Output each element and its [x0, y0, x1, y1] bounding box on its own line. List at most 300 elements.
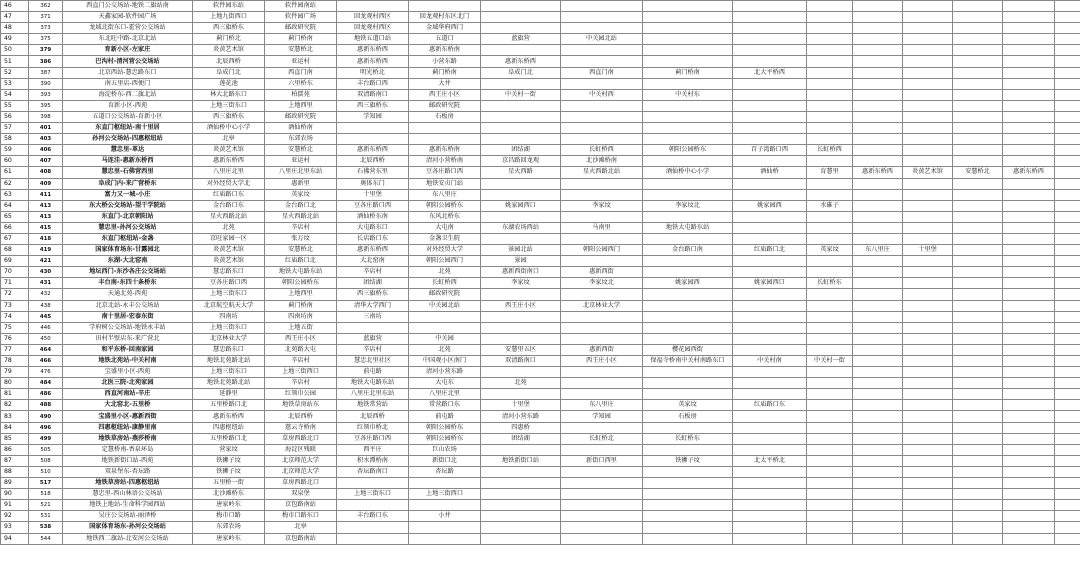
stop-cell — [903, 478, 953, 489]
route-id-cell: 486 — [29, 389, 63, 400]
stop-cell — [903, 123, 953, 134]
stop-cell — [733, 522, 807, 533]
stop-cell — [733, 56, 807, 67]
stop-cell: 辛店村 — [265, 222, 337, 233]
stop-cell: 姚家园西 — [733, 200, 807, 211]
stop-cell: 安慧桥北 — [265, 245, 337, 256]
stop-cell: 安慧里五区 — [481, 344, 561, 355]
stop-cell: 邮政研究院 — [265, 111, 337, 122]
row-number-cell: 64 — [1, 200, 29, 211]
row-number-cell: 93 — [1, 522, 29, 533]
route-name-cell: 地铁上地站-生命科学园西站 — [63, 500, 193, 511]
stop-cell: 四惠枢纽站 — [193, 422, 265, 433]
stop-cell — [409, 533, 481, 544]
stop-cell: 唐家岭东 — [193, 500, 265, 511]
route-name-cell: 慧忠里-革达 — [63, 145, 193, 156]
route-name-cell: 吴庄公交场站-丽泽桥 — [63, 511, 193, 522]
stop-cell: 豆各庄路口西 — [337, 433, 409, 444]
stop-cell: 丰台路口西 — [337, 78, 409, 89]
stop-cell — [807, 123, 853, 134]
route-name-cell: 宝盛里小区-惠新西街 — [63, 411, 193, 422]
stop-cell — [853, 367, 903, 378]
stop-cell: 十里堡 — [481, 400, 561, 411]
route-id-cell: 544 — [29, 533, 63, 544]
stop-cell: 李家坟北 — [643, 200, 733, 211]
route-id-cell: 505 — [29, 444, 63, 455]
stop-cell: 邮政研究院 — [409, 100, 481, 111]
stop-cell: 石佛营东里 — [337, 167, 409, 178]
route-id-cell: 490 — [29, 411, 63, 422]
stop-cell — [853, 389, 903, 400]
stop-cell: 地铁安贞门站 — [409, 178, 481, 189]
stop-cell: 上地三街西口 — [409, 489, 481, 500]
stop-cell — [853, 256, 903, 267]
stop-cell — [409, 322, 481, 333]
route-id-cell: 408 — [29, 167, 63, 178]
table-row — [1, 411, 1080, 422]
stop-cell — [903, 489, 953, 500]
row-number-cell: 72 — [1, 289, 29, 300]
stop-cell — [853, 123, 903, 134]
stop-cell — [1055, 489, 1080, 500]
route-name-cell: 五道口公交场站-育新小区 — [63, 111, 193, 122]
table-row — [1, 533, 1080, 544]
stop-cell — [1055, 145, 1080, 156]
row-number-cell: 79 — [1, 367, 29, 378]
stop-cell: 清河小营东路 — [409, 367, 481, 378]
stop-cell — [481, 478, 561, 489]
stop-cell: 地铁大屯路东站 — [643, 222, 733, 233]
stop-cell — [903, 278, 953, 289]
stop-cell — [853, 466, 903, 477]
table-row — [1, 178, 1080, 189]
route-name-cell: 巴沟村-清河营公交场站 — [63, 56, 193, 67]
route-id-cell: 496 — [29, 422, 63, 433]
stop-cell — [733, 211, 807, 222]
stop-cell: 惠新西街 — [561, 267, 643, 278]
stop-cell: 地铁新街口站 — [481, 455, 561, 466]
stop-cell: 英家坟 — [643, 400, 733, 411]
stop-cell — [807, 189, 853, 200]
table-row — [1, 256, 1080, 267]
stop-cell — [561, 111, 643, 122]
stop-cell — [481, 178, 561, 189]
stop-cell — [1003, 222, 1055, 233]
route-name-cell: 宝盛里小区-西苑 — [63, 367, 193, 378]
stop-cell: 杏坛路南口 — [337, 466, 409, 477]
route-name-cell: 国家体育场东-甘露园北 — [63, 245, 193, 256]
stop-cell — [1055, 533, 1080, 544]
stop-cell — [953, 145, 1003, 156]
stop-cell: 双清路南口 — [481, 356, 561, 367]
stop-cell — [561, 422, 643, 433]
stop-cell — [1003, 123, 1055, 134]
stop-cell — [853, 433, 903, 444]
stop-cell — [1055, 56, 1080, 67]
stop-cell — [853, 322, 903, 333]
table-row — [1, 167, 1080, 178]
stop-cell: 新街口北 — [409, 455, 481, 466]
stop-cell — [733, 300, 807, 311]
stop-cell: 东郊农场 — [265, 134, 337, 145]
stop-cell: 马南里 — [561, 222, 643, 233]
stop-cell — [561, 56, 643, 67]
stop-cell — [953, 289, 1003, 300]
stop-cell: 星火西路北站 — [265, 211, 337, 222]
stop-cell — [481, 533, 561, 544]
route-id-cell: 398 — [29, 111, 63, 122]
route-id-cell: 431 — [29, 278, 63, 289]
stop-cell: 五里桥一街 — [193, 478, 265, 489]
stop-cell — [853, 233, 903, 244]
stop-cell — [903, 533, 953, 544]
stop-cell: 学知园 — [561, 411, 643, 422]
stop-cell: 金台路口南 — [643, 245, 733, 256]
stop-cell — [1003, 45, 1055, 56]
route-name-cell: 田村半壁店东-来广营北 — [63, 333, 193, 344]
stop-cell — [481, 322, 561, 333]
stop-cell — [481, 289, 561, 300]
stop-cell — [1003, 178, 1055, 189]
row-number-cell: 91 — [1, 500, 29, 511]
stop-cell — [561, 311, 643, 322]
stop-cell: 惠新东桥西 — [853, 167, 903, 178]
stop-cell — [807, 45, 853, 56]
stop-cell — [481, 111, 561, 122]
stop-cell — [643, 56, 733, 67]
stop-cell — [1055, 322, 1080, 333]
route-name-cell: 东大桥公交场站-望干学院站 — [63, 200, 193, 211]
stop-cell — [853, 455, 903, 466]
stop-cell: 四南坊 — [193, 311, 265, 322]
stop-cell: 北京林业大学 — [561, 300, 643, 311]
route-id-cell: 430 — [29, 267, 63, 278]
stop-cell: 星火西路北站 — [193, 211, 265, 222]
stop-cell — [807, 344, 853, 355]
stop-cell — [953, 222, 1003, 233]
stop-cell — [1003, 256, 1055, 267]
stop-cell — [561, 378, 643, 389]
stop-cell — [853, 333, 903, 344]
route-id-cell: 406 — [29, 145, 63, 156]
stop-cell — [853, 56, 903, 67]
stop-cell: 上地西里 — [265, 100, 337, 111]
row-number-cell: 63 — [1, 189, 29, 200]
route-name-cell: 南五里店-西便门 — [63, 78, 193, 89]
stop-cell: 三南坊 — [337, 311, 409, 322]
stop-cell: 红领巾桥北 — [337, 422, 409, 433]
stop-cell — [481, 489, 561, 500]
stop-cell — [853, 411, 903, 422]
stop-cell — [953, 89, 1003, 100]
stop-cell — [853, 78, 903, 89]
stop-cell: 大北窑南 — [337, 256, 409, 267]
stop-cell: 星火西路北站 — [561, 167, 643, 178]
stop-cell — [337, 1, 409, 12]
stop-cell — [1055, 89, 1080, 100]
stop-cell — [903, 400, 953, 411]
row-number-cell: 62 — [1, 178, 29, 189]
stop-cell — [1003, 367, 1055, 378]
stop-cell: 蓝旗营 — [481, 34, 561, 45]
route-name-cell: 地坛西门-东沙各庄公交场站 — [63, 267, 193, 278]
stop-cell: 北辰西桥 — [337, 411, 409, 422]
stop-cell: 西三旗桥东 — [337, 100, 409, 111]
stop-cell — [903, 422, 953, 433]
row-number-cell: 89 — [1, 478, 29, 489]
row-number-cell: 82 — [1, 400, 29, 411]
route-name-cell: 阜成门内-来广营桥东 — [63, 178, 193, 189]
stop-cell: 五里桥路口北 — [193, 400, 265, 411]
route-id-cell: 510 — [29, 466, 63, 477]
stop-cell — [561, 322, 643, 333]
route-name-cell: 北京北站-永丰公交场站 — [63, 300, 193, 311]
route-id-cell: 445 — [29, 311, 63, 322]
stop-cell — [643, 1, 733, 12]
table-row — [1, 56, 1080, 67]
table-row — [1, 245, 1080, 256]
route-name-cell: 学府树公交场站-地铁永丰站 — [63, 322, 193, 333]
stop-cell — [1055, 455, 1080, 466]
route-id-cell: 375 — [29, 34, 63, 45]
stop-cell — [561, 45, 643, 56]
stop-cell — [953, 200, 1003, 211]
stop-cell — [853, 145, 903, 156]
stop-cell — [903, 333, 953, 344]
stop-cell — [481, 233, 561, 244]
stop-cell — [561, 367, 643, 378]
stop-cell — [1055, 156, 1080, 167]
stop-cell — [1003, 78, 1055, 89]
stop-cell — [953, 267, 1003, 278]
stop-cell — [643, 156, 733, 167]
table-row — [1, 134, 1080, 145]
stop-cell — [561, 123, 643, 134]
stop-cell: 林大北路东口 — [193, 89, 265, 100]
stop-cell: 长虹桥西 — [409, 278, 481, 289]
stop-cell — [1003, 67, 1055, 78]
table-row — [1, 478, 1080, 489]
stop-cell — [953, 533, 1003, 544]
stop-cell — [733, 233, 807, 244]
stop-cell: 京昌路回龙观 — [481, 156, 561, 167]
stop-cell — [337, 123, 409, 134]
stop-cell — [853, 344, 903, 355]
stop-cell: 大屯东 — [409, 378, 481, 389]
stop-cell — [733, 511, 807, 522]
stop-cell — [733, 78, 807, 89]
stop-cell — [1003, 134, 1055, 145]
table-row — [1, 333, 1080, 344]
stop-cell — [953, 78, 1003, 89]
stop-cell — [853, 378, 903, 389]
stop-cell — [1003, 267, 1055, 278]
stop-cell — [853, 278, 903, 289]
stop-cell — [953, 300, 1003, 311]
stop-cell — [733, 1, 807, 12]
stop-cell: 北苑 — [409, 344, 481, 355]
stop-cell: 惠新东桥西 — [337, 145, 409, 156]
stop-cell: 李家坟北 — [561, 278, 643, 289]
stop-cell — [1055, 300, 1080, 311]
stop-cell: 豆各庄路口西 — [193, 278, 265, 289]
route-name-cell: 地铁西二旗站-北安河公交场站 — [63, 533, 193, 544]
stop-cell: 地铁北苑路北站 — [193, 378, 265, 389]
stop-cell — [1003, 478, 1055, 489]
stop-cell — [1003, 56, 1055, 67]
stop-cell — [1055, 278, 1080, 289]
stop-cell — [903, 45, 953, 56]
stop-cell: 上地三街东口 — [193, 322, 265, 333]
stop-cell — [853, 533, 903, 544]
stop-cell — [481, 134, 561, 145]
stop-cell: 英家坟 — [807, 245, 853, 256]
stop-cell: 炎黄艺术馆 — [193, 245, 265, 256]
row-number-cell: 48 — [1, 23, 29, 34]
stop-cell: 姚家园西 — [643, 278, 733, 289]
stop-cell — [807, 111, 853, 122]
stop-cell — [853, 356, 903, 367]
stop-cell: 小井 — [409, 511, 481, 522]
stop-cell — [903, 100, 953, 111]
stop-cell — [807, 34, 853, 45]
stop-cell: 团结湖 — [481, 433, 561, 444]
stop-cell — [1055, 123, 1080, 134]
stop-cell — [953, 67, 1003, 78]
stop-cell: 奥体东门 — [337, 178, 409, 189]
stop-cell — [733, 123, 807, 134]
stop-cell — [561, 533, 643, 544]
stop-cell: 梅市口路 — [193, 511, 265, 522]
route-name-cell: 东直门枢纽站-金盏 — [63, 233, 193, 244]
stop-cell — [733, 322, 807, 333]
stop-cell — [807, 78, 853, 89]
stop-cell — [561, 389, 643, 400]
stop-cell: 保福寺桥南中关村南路东口 — [643, 356, 733, 367]
stop-cell — [561, 478, 643, 489]
row-number-cell: 88 — [1, 466, 29, 477]
row-number-cell: 80 — [1, 378, 29, 389]
stop-cell: 蓟门桥南 — [265, 34, 337, 45]
table-row — [1, 422, 1080, 433]
stop-cell — [643, 300, 733, 311]
stop-cell — [1003, 111, 1055, 122]
stop-cell: 清河小营东路 — [481, 411, 561, 422]
stop-cell: 巨山农场 — [409, 444, 481, 455]
stop-cell — [953, 12, 1003, 23]
stop-cell: 慧忠北里社区 — [337, 356, 409, 367]
stop-cell — [1055, 78, 1080, 89]
stop-cell — [481, 12, 561, 23]
stop-cell: 樱花园西街 — [643, 344, 733, 355]
stop-cell — [733, 466, 807, 477]
route-name-cell: 双泉堡东-杏坛路 — [63, 466, 193, 477]
stop-cell — [1003, 489, 1055, 500]
stop-cell — [1003, 433, 1055, 444]
stop-cell: 北京航空航天大学 — [193, 300, 265, 311]
stop-cell — [1055, 167, 1080, 178]
stop-cell: 西三旗桥东 — [337, 289, 409, 300]
stop-cell — [481, 123, 561, 134]
stop-cell: 八里庄北里东站 — [337, 389, 409, 400]
stop-cell — [561, 289, 643, 300]
route-id-cell: 508 — [29, 455, 63, 466]
route-id-cell: 476 — [29, 367, 63, 378]
stop-cell — [1003, 245, 1055, 256]
stop-cell — [643, 511, 733, 522]
stop-cell — [733, 222, 807, 233]
stop-cell — [953, 1, 1003, 12]
route-id-cell: 464 — [29, 344, 63, 355]
stop-cell — [481, 189, 561, 200]
stop-cell: 上地三街西口 — [265, 367, 337, 378]
table-row — [1, 45, 1080, 56]
stop-cell: 六里桥东 — [265, 78, 337, 89]
table-row — [1, 211, 1080, 222]
stop-cell — [733, 444, 807, 455]
route-name-cell: 西直河南站-辛庄 — [63, 389, 193, 400]
stop-cell — [1003, 455, 1055, 466]
stop-cell — [1055, 211, 1080, 222]
row-number-cell: 61 — [1, 167, 29, 178]
stop-cell: 东湖农场西站 — [481, 222, 561, 233]
stop-cell: 中国观小区南门 — [409, 356, 481, 367]
stop-cell — [853, 89, 903, 100]
stop-cell: 上地五街 — [265, 322, 337, 333]
row-number-cell: 57 — [1, 123, 29, 134]
stop-cell — [643, 333, 733, 344]
stop-cell — [561, 233, 643, 244]
stop-cell — [1055, 189, 1080, 200]
stop-cell — [807, 1, 853, 12]
stop-cell: 酒仙桥中心小学 — [643, 167, 733, 178]
stop-cell: 回龙观村东区北门 — [409, 12, 481, 23]
stop-cell — [643, 12, 733, 23]
stop-cell — [733, 134, 807, 145]
stop-cell — [853, 289, 903, 300]
stop-cell — [903, 89, 953, 100]
stop-cell — [733, 389, 807, 400]
route-id-cell: 407 — [29, 156, 63, 167]
stop-cell — [1003, 356, 1055, 367]
stop-cell — [733, 500, 807, 511]
stop-cell — [853, 134, 903, 145]
row-number-cell: 71 — [1, 278, 29, 289]
stop-cell — [1003, 311, 1055, 322]
stop-cell — [481, 500, 561, 511]
row-number-cell: 59 — [1, 145, 29, 156]
stop-cell: 姚家园西口 — [733, 278, 807, 289]
stop-cell: 石板房 — [409, 111, 481, 122]
stop-cell — [1003, 389, 1055, 400]
stop-cell — [953, 333, 1003, 344]
route-name-cell: 北京西站-慧忠路东口 — [63, 67, 193, 78]
stop-cell — [903, 522, 953, 533]
row-number-cell: 94 — [1, 533, 29, 544]
stop-cell — [733, 289, 807, 300]
route-name-cell: 四惠枢纽站-康静里南 — [63, 422, 193, 433]
stop-cell — [1055, 1, 1080, 12]
route-table-body — [1, 1, 1080, 545]
stop-cell — [481, 466, 561, 477]
table-row — [1, 222, 1080, 233]
stop-cell: 辛店村 — [337, 267, 409, 278]
stop-cell: 北皋 — [265, 522, 337, 533]
route-id-cell: 484 — [29, 378, 63, 389]
stop-cell: 草房西路北口 — [265, 478, 337, 489]
stop-cell: 对外经贸大学 — [409, 245, 481, 256]
route-id-cell: 415 — [29, 222, 63, 233]
